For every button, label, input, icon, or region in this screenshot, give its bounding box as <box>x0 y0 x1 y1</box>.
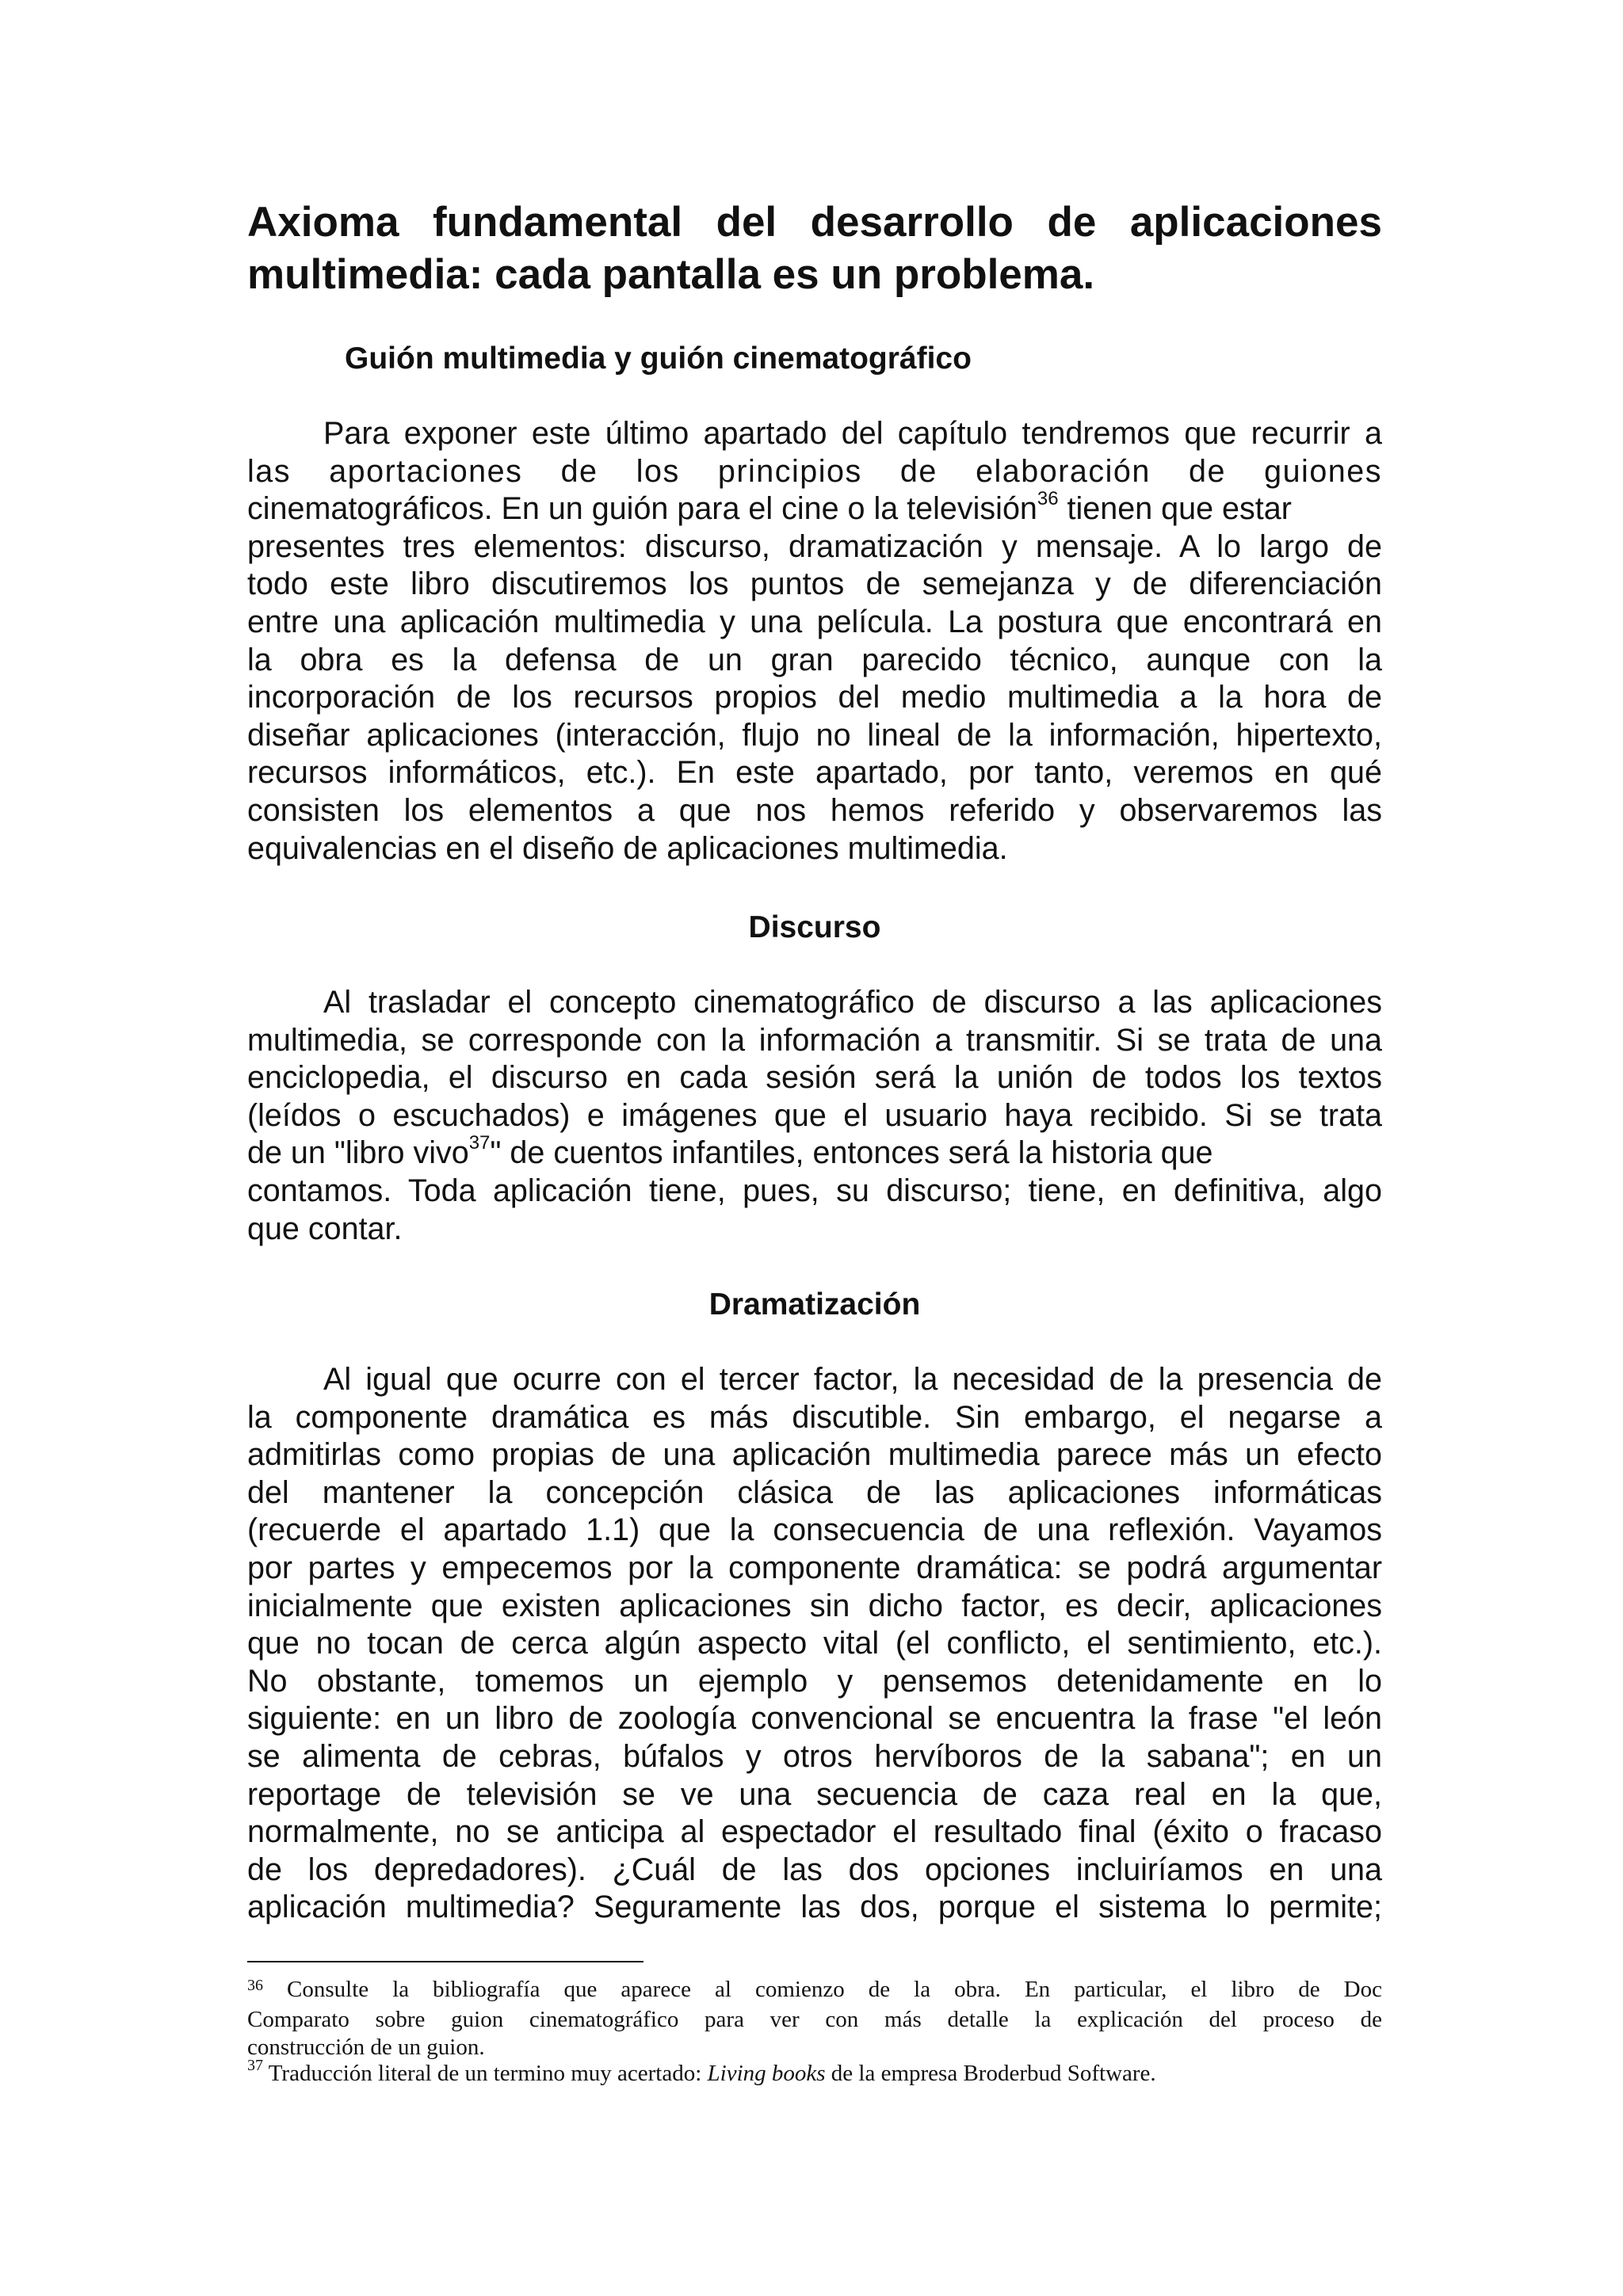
text-line: por partes y empecemos por la componente dramática: se podrá argumentar <box>247 1550 1382 1585</box>
title-line-1: Axioma fundamental del desarrollo de aplicaciones <box>247 199 1382 246</box>
text-line: normalmente, no se anticipa al espectador el resultado final (éxito o fracaso <box>247 1814 1382 1850</box>
footnote-line <box>247 1976 1382 2006</box>
text-line: se alimenta de cebras, búfalos y otros hervíboros de la sabana"; en un <box>247 1738 1382 1774</box>
text-line: la obra es la defensa de un gran parecido técnico, aunque con la <box>247 642 1382 677</box>
footnote-line: construcción de un guion. <box>247 2035 485 2060</box>
text-line: siguiente: en un libro de zoología convencional se encuentra la frase "el león <box>247 1701 1382 1737</box>
text-line: admitirlas como propias de una aplicación multimedia parece más un efecto <box>247 1437 1382 1473</box>
text-line: diseñar aplicaciones (interacción, flujo no lineal de la información, hipertexto, <box>247 717 1382 753</box>
discurso-heading: Discurso <box>748 910 881 944</box>
footnote-text: Traducción literal de un termino muy acertado: <box>263 2061 708 2086</box>
text-line: multimedia, se corresponde con la información a transmitir. Si se trata de una <box>247 1022 1382 1058</box>
text-fragment: de un "libro vivo <box>247 1135 469 1171</box>
discurso-paragraph <box>247 984 1382 1248</box>
text-line: No obstante, tomemos un ejemplo y pensemos detenidamente en lo <box>247 1663 1382 1699</box>
text-fragment: tienen que estar <box>1058 491 1292 527</box>
footnote-number: 37 <box>247 2057 263 2075</box>
dramatizacion-heading: Dramatización <box>708 1287 921 1322</box>
footnote-text: Consulte la bibliografía que aparece al comienzo de la obra. En particular, el libro de Doc <box>263 1977 1382 2002</box>
text-line: las aportaciones de los principios de elaboración de guiones <box>247 453 1382 489</box>
text-line: inicialmente que existen aplicaciones sin dicho factor, es decir, aplicaciones <box>247 1588 1382 1623</box>
footnote-line <box>247 2057 1382 2088</box>
footnote-36 <box>247 1976 1382 2061</box>
text-line: entre una aplicación multimedia y una película. La postura que encontrará en <box>247 604 1382 639</box>
text-line: que no tocan de cerca algún aspecto vital (el conflicto, el sentimiento, etc.). <box>247 1626 1382 1661</box>
text-line: Para exponer este último apartado del capítulo tendremos que recurrir a <box>323 416 1382 451</box>
footnote-ref-37[interactable]: 37 <box>468 1132 491 1154</box>
text-line: Al trasladar el concepto cinematográfico de discurso a las aplicaciones <box>323 985 1382 1020</box>
text-line: (leídos o escuchados) e imágenes que el usuario haya recibido. Si se trata <box>247 1097 1382 1133</box>
text-line: que contar. <box>247 1211 403 1246</box>
text-line: incorporación de los recursos propios del medio multimedia a la hora de <box>247 680 1382 715</box>
intro-paragraph <box>247 415 1382 868</box>
text-line: todo este libro discutiremos los puntos de semejanza y de diferenciación <box>247 566 1382 602</box>
title-line-2: multimedia: cada pantalla es un problema. <box>247 251 1095 298</box>
text-line: (recuerde el apartado 1.1) que la consecuencia de una reflexión. Vayamos <box>247 1512 1382 1548</box>
text-line <box>247 490 1382 528</box>
page-title <box>247 196 1382 301</box>
section-heading: Guión multimedia y guión cinematográfico <box>345 341 972 376</box>
text-fragment: " de cuentos infantiles, entonces será la historia que <box>490 1135 1213 1171</box>
text-line: de los depredadores). ¿Cuál de las dos opciones incluiríamos en una <box>247 1852 1382 1887</box>
text-line: aplicación multimedia? Seguramente las dos, porque el sistema lo permite; <box>247 1890 1382 1925</box>
text-line: recursos informáticos, etc.). En este apartado, por tanto, veremos en qué <box>247 755 1382 791</box>
text-line: equivalencias en el diseño de aplicaciones multimedia. <box>247 830 1008 866</box>
footnote-number: 36 <box>247 1977 263 1994</box>
dramatizacion-paragraph <box>247 1361 1382 1927</box>
text-line: presentes tres elementos: discurso, dramatización y mensaje. A lo largo de <box>247 528 1382 564</box>
footnote-italic: Living books <box>707 2061 826 2086</box>
text-line: contamos. Toda aplicación tiene, pues, su discurso; tiene, en definitiva, algo <box>247 1173 1382 1208</box>
footnote-text: de la empresa Broderbud Software. <box>825 2061 1156 2086</box>
footnote-divider <box>247 1961 643 1962</box>
text-line: la componente dramática es más discutible. Sin embargo, el negarse a <box>247 1399 1382 1435</box>
footnote-37 <box>247 2057 1382 2088</box>
text-line: del mantener la concepción clásica de las aplicaciones informáticas <box>247 1474 1382 1510</box>
text-line: Al igual que ocurre con el tercer factor, la necesidad de la presencia de <box>323 1362 1382 1397</box>
footnote-line: Comparato sobre guion cinematográfico para ver con más detalle la explicación del proceso de <box>247 2007 1382 2032</box>
text-fragment: cinematográficos. En un guión para el cine o la televisión <box>247 491 1037 527</box>
footnote-ref-36[interactable]: 36 <box>1037 488 1059 510</box>
text-line: enciclopedia, el discurso en cada sesión será la unión de todos los textos <box>247 1060 1382 1096</box>
text-line: reportage de televisión se ve una secuencia de caza real en la que, <box>247 1776 1382 1812</box>
text-line <box>247 1132 1382 1173</box>
text-line: consisten los elementos a que nos hemos referido y observaremos las <box>247 792 1382 828</box>
